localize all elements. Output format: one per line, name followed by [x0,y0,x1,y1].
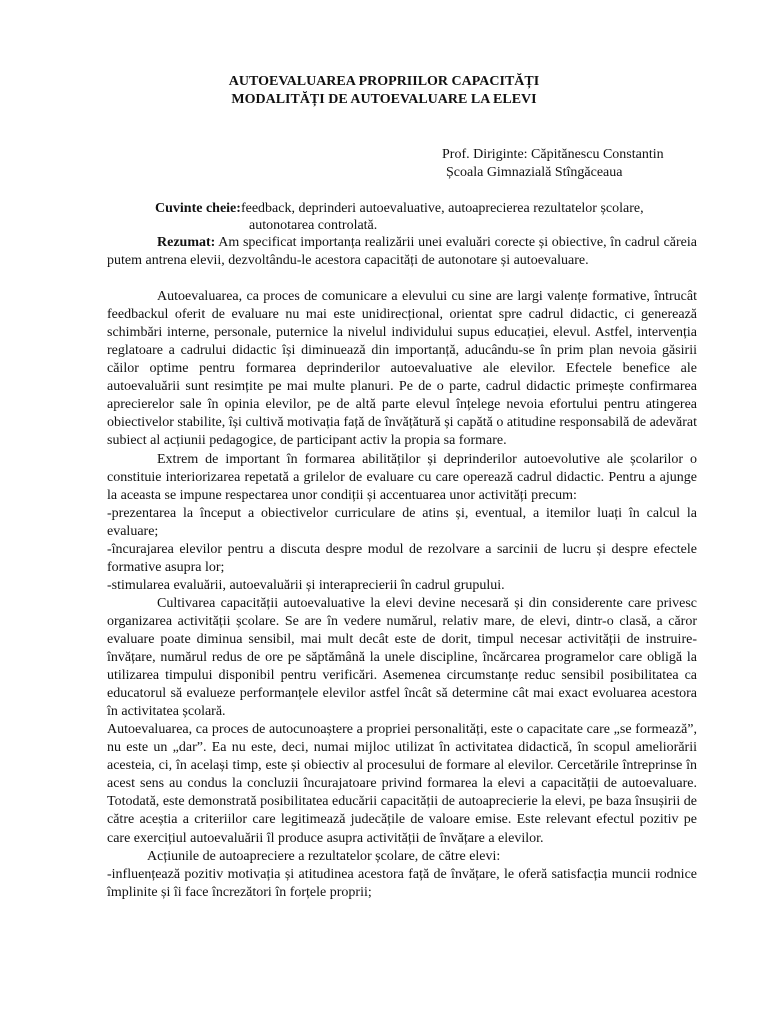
author-school: Școala Gimnazială Stîngăceaua [446,165,623,180]
paragraph-1: Autoevaluarea, ca proces de comunicare a elevului cu sine are largi valențe formative, întrucât feedbackul oferit de evaluare nu mai este unidirecțional, orientat spre cadrul didactic, ci generează schimbări interne, personale, puternice la nivelul individului supus educației, elevul. Astfel, intervenția reglatoare a cadrului didactic își diminuează din importanță, aducându-se în prim plan nevoia găsirii căilor optime pentru formarea deprinderilor autoevaluative ale elevilor. Efectele benefice ale autoevaluării sunt resimțite pe mai multe planuri. Pe de o parte, cadrul didactic primește confirmarea aprecierelor sale în opinia elevilor, pe de altă parte elevul înțelege nevoia efortului pentru atingerea obiectivelor stabilite, își cultivă motivația față de învățătură și capătă o atitudine responsabilă de adevărat subiect al acțiunii pedagogice, de participant activ la propia sa formare. [107,289,697,449]
list-item-3: -stimularea evaluării, autoevaluării și interaprecierii în cadrul grupului. [107,577,505,593]
list-item-1: -prezentarea la început a obiectivelor curriculare de atins și, eventual, a itemilor luați în calcul la evaluare; [107,505,697,539]
abstract-text: Am specificat importanța realizării unei evaluări corecte și obiective, în cadrul căreia putem antrena elevii, dezvoltându-le acestora capacități de autonotare și autoevaluare. [107,235,697,269]
spacer [107,270,697,288]
list-item-2: -încurajarea elevilor pentru a discuta despre modul de rezolvare a sarcinii de lucru și despre efectele formative asupra lor; [107,541,697,575]
title-line-2: MODALITĂȚI DE AUTOEVALUARE LA ELEVI [231,92,537,107]
paragraph-4: Autoevaluarea, ca proces de autocunoaștere a propriei personalități, este o capacitate care „se formează”, nu este un „dar”. Ea nu este, deci, numai mijloc utilizat în activitatea didactică, în scopul ameliorării acesteia, ci, în același timp, este și obiectiv al procesului de formare al elevilor. Cercetările întreprinse în acest sens au condus la concluzii încurajatoare privind formarea la elevi a capacității de autoevaluare. Totodată, este demonstrată posibilitatea educării capacității de autoaprecierie la elevi, pe baza însușirii de către aceștia a criteriilor care legitimează judecățile de valoare emise. Este relevant efectul pozitiv pe care exercițiul autoevaluării îl produce asupra activității de învățare a elevilor. [107,722,697,846]
paragraph-3: Cultivarea capacității autoevaluative la elevi devine necesară și din considerente care privesc organizarea activității școlare. Se are în vedere numărul, relativ mare, de elevi, dintr-o clasă, a căror evaluare poate diminua sensibil, mai mult decât este de dorit, timpul necesar activității de instruire-învățare, numărul redus de ore pe săptămână la unele discipline, încărcarea programelor care obligă la utilizarea timpului disponibil pentru verificări. Asemenea circumstanțe reduc sensibil posibilitatea ca educatorul să evalueze performanțele elevilor astfel încât să determine cât mai exact evoluarea acestora în activitatea școlară. [107,595,697,720]
keywords-label: Cuvinte cheie: [155,201,241,216]
paragraph-2: Extrem de important în formarea abilităților și deprinderilor autoevolutive ale școlarilor o constituie interiorizarea repetată a grilelor de evaluare cu care operează cadrul didactic. Pentru a ajunge la aceasta se impune respectarea unor condiții și accentuarea unor activități precum: [107,451,697,503]
keywords-text-1: feedback, deprinderi autoevaluative, autoaprecierea rezultatelor școlare, [240,201,644,216]
paragraph-5: Acțiunile de autoapreciere a rezultatelor școlare, de către elevi: [147,848,501,864]
abstract-label: Rezumat: [157,235,216,250]
title-line-1: AUTOEVALUAREA PROPRIILOR CAPACITĂȚI [228,74,540,89]
keywords-text-2: autonotarea controlată. [249,218,378,233]
document-body [107,234,697,902]
abstract [107,234,697,270]
list-item-4: -influențează pozitiv motivația și atitudinea acestora față de învățare, le oferă satisfacția muncii rodnice împlinite și îi face încrezători în forțele proprii; [107,866,697,900]
author-name: Prof. Diriginte: Căpitănescu Constantin [442,147,664,162]
keywords [155,200,715,234]
